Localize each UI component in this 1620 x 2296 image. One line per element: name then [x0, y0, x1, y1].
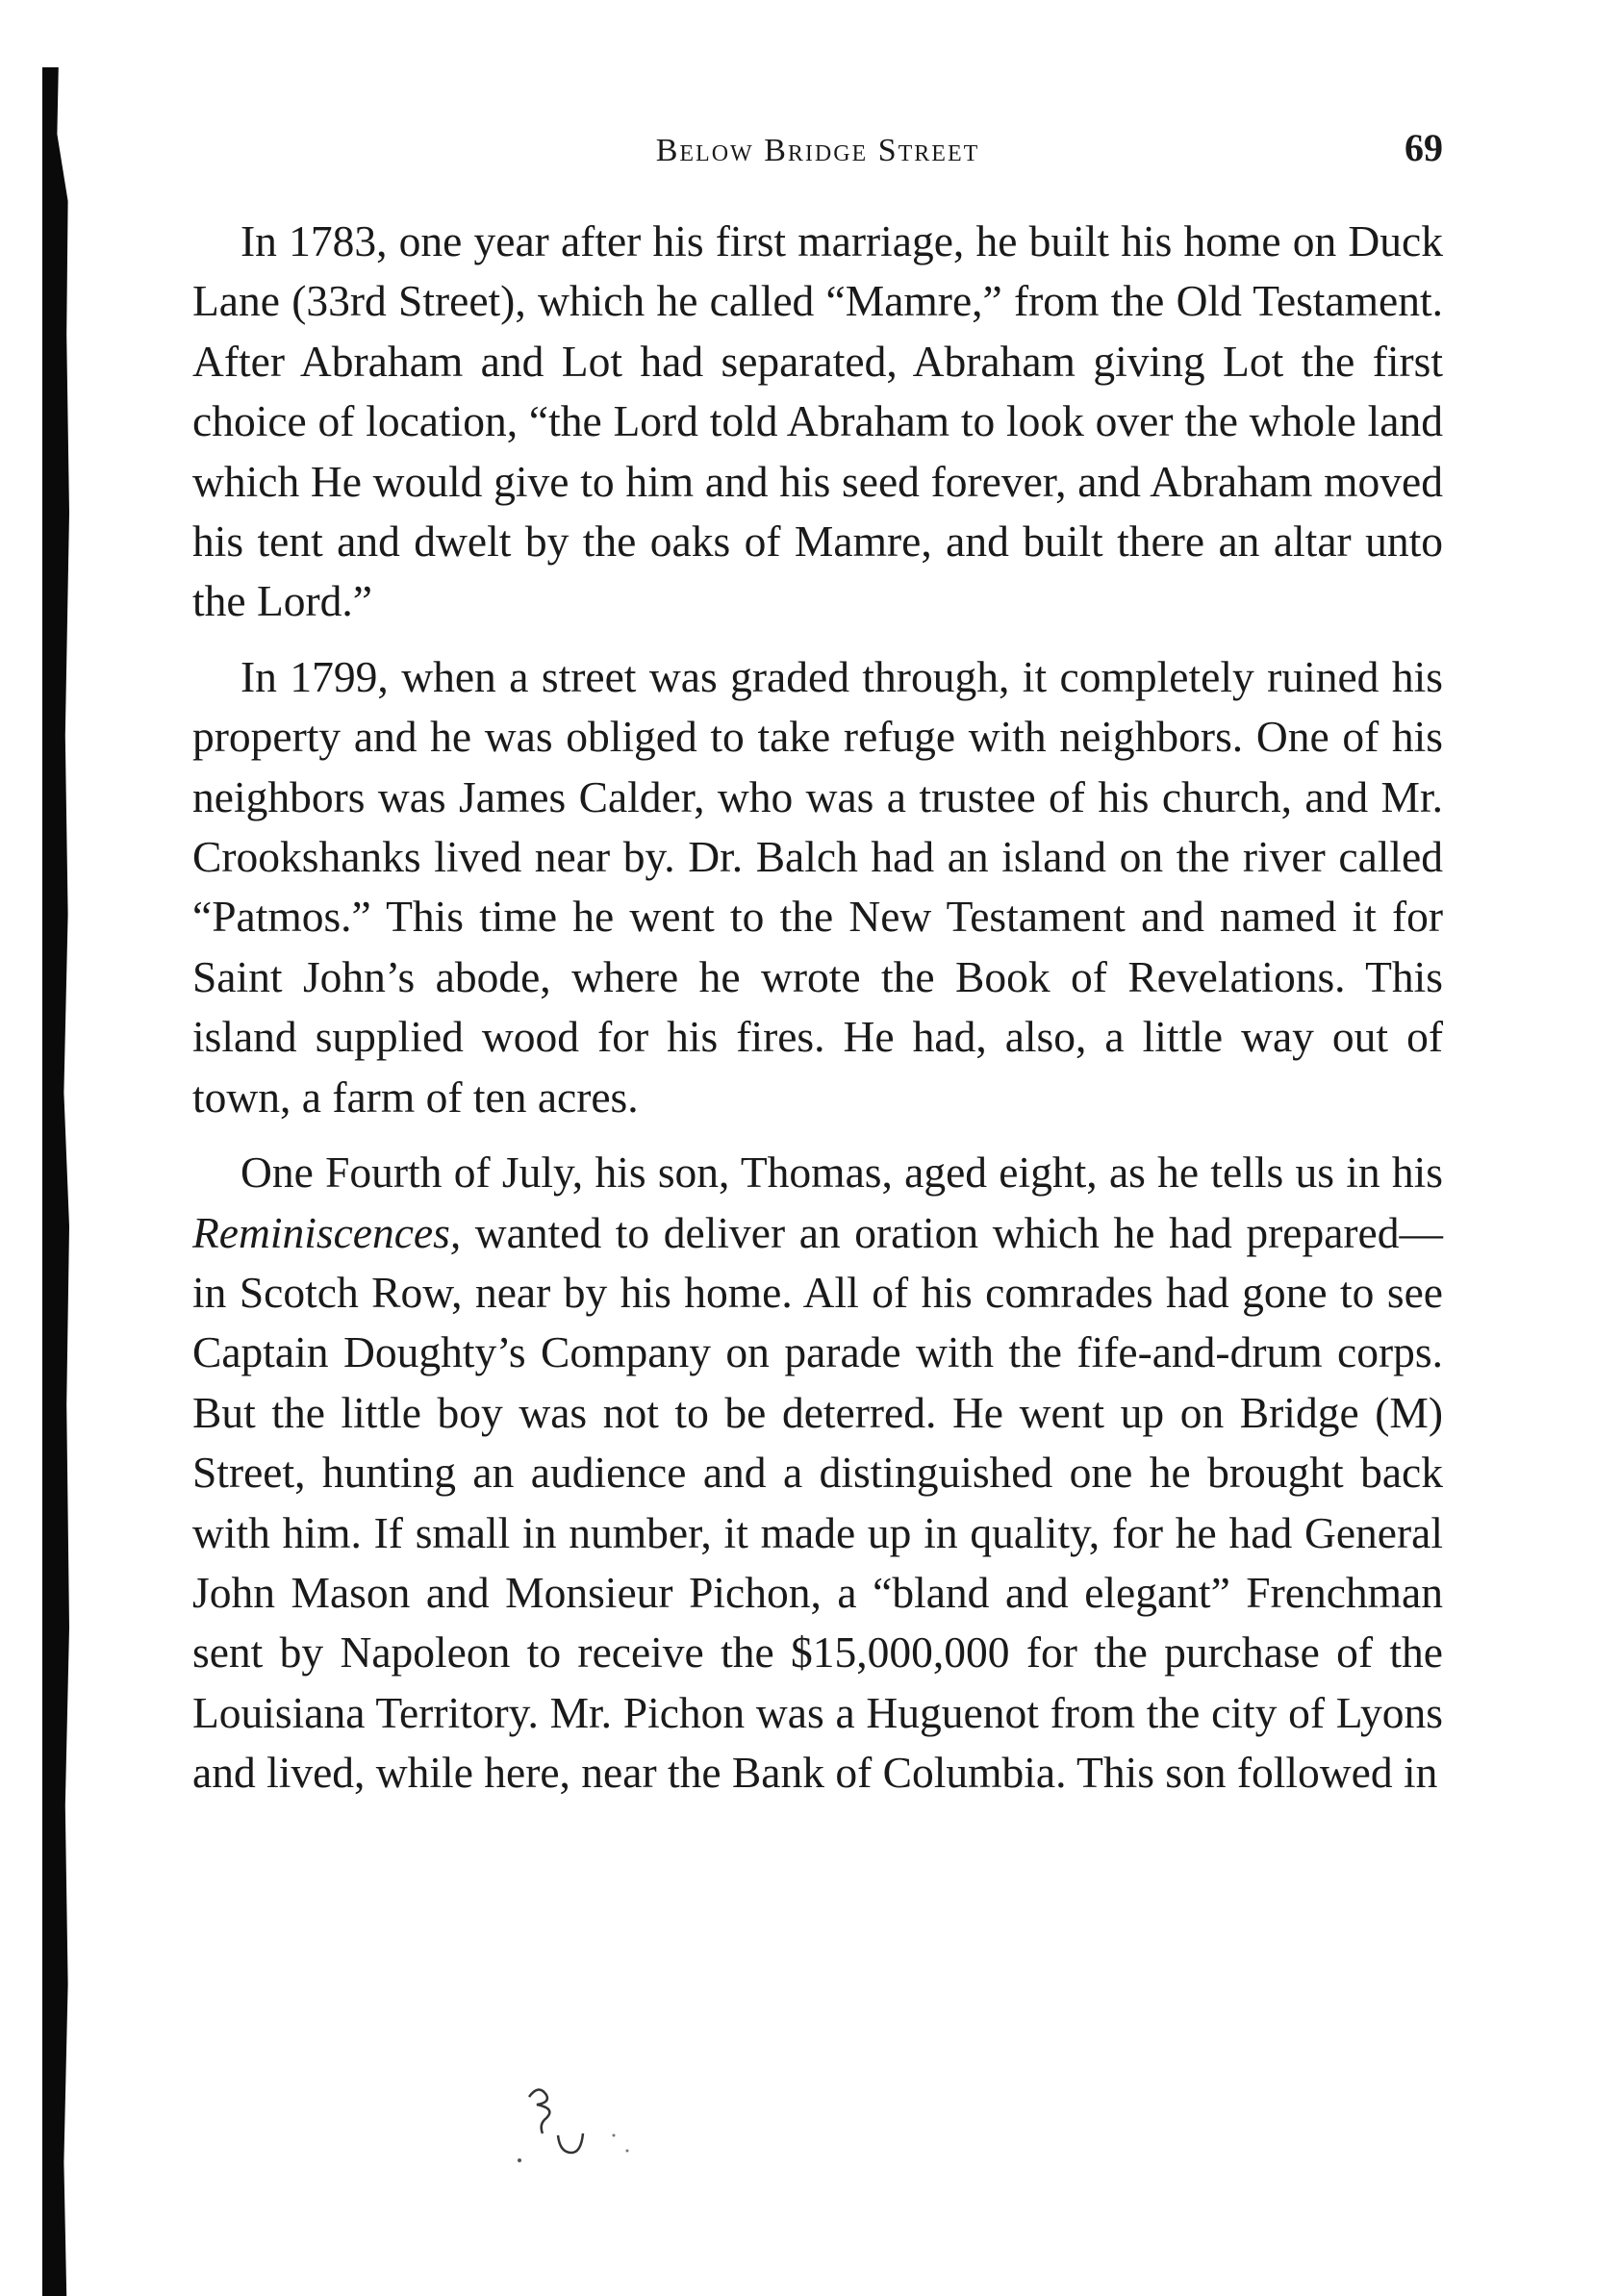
body-text [192, 212, 1443, 1819]
paragraph-3-start: One Fourth of July, his son, Thomas, aged eight, as he tells us in his [240, 1148, 1443, 1198]
paragraph-2: In 1799, when a street was graded through, it completely ruined his property and he was obliged to take refuge with neighbors. One of his neighbors was James Calder, who was a trustee of his church, and Mr. Crookshanks lived near by. Dr. Balch had an island on the river called “Patmos.” This time he went to the New Testament and named it for Saint John’s abode, where he wrote the Book of Revelations. This island supplied wood for his fires. He had, also, a little way out of town, a farm of ten acres. [192, 651, 1443, 1122]
paragraph-1: In 1783, one year after his first marriage, he built his home on Duck Lane (33rd Street), which he called “Mamre,” from the Old Testament. After Abraham and Lot had separated, Abraham giving Lot the first choice of location, “the Lord told Abraham to look over the whole land which He would give to him and his seed forever, and Abraham moved his tent and dwelt by the oaks of Mamre, and built there an altar unto the Lord.” [192, 216, 1443, 626]
page-number: 69 [1405, 126, 1443, 169]
binding-edge [42, 67, 69, 2296]
paragraph-3-end: wanted to deliver an oration which he had prepared—in Scotch Row, near by his home. All of his comrades had gone to see Captain Doughty’s Company on parade with the fife-and-drum corps. But the little boy was not to be deterred. He went up on Bridge (M) Street, hunting an audience and a distinguished one he brought back with him. If small in number, it made up in quality, for he had General John Mason and Monsieur Pichon, a “bland and elegant” Frenchman sent by Napoleon to receive the $15,000,000 for the purchase of the Louisiana Territory. Mr. Pichon was a Huguenot from the city of Lyons and lived, while here, near the Bank of Columbia. This son followed in [192, 1207, 1443, 1798]
running-title: Below Bridge Street [655, 133, 980, 168]
paragraph-3 [192, 1143, 1443, 1803]
book-title-italic: Reminiscences, [192, 1207, 462, 1257]
running-head [192, 125, 1443, 183]
handwritten-mark [500, 2068, 664, 2174]
